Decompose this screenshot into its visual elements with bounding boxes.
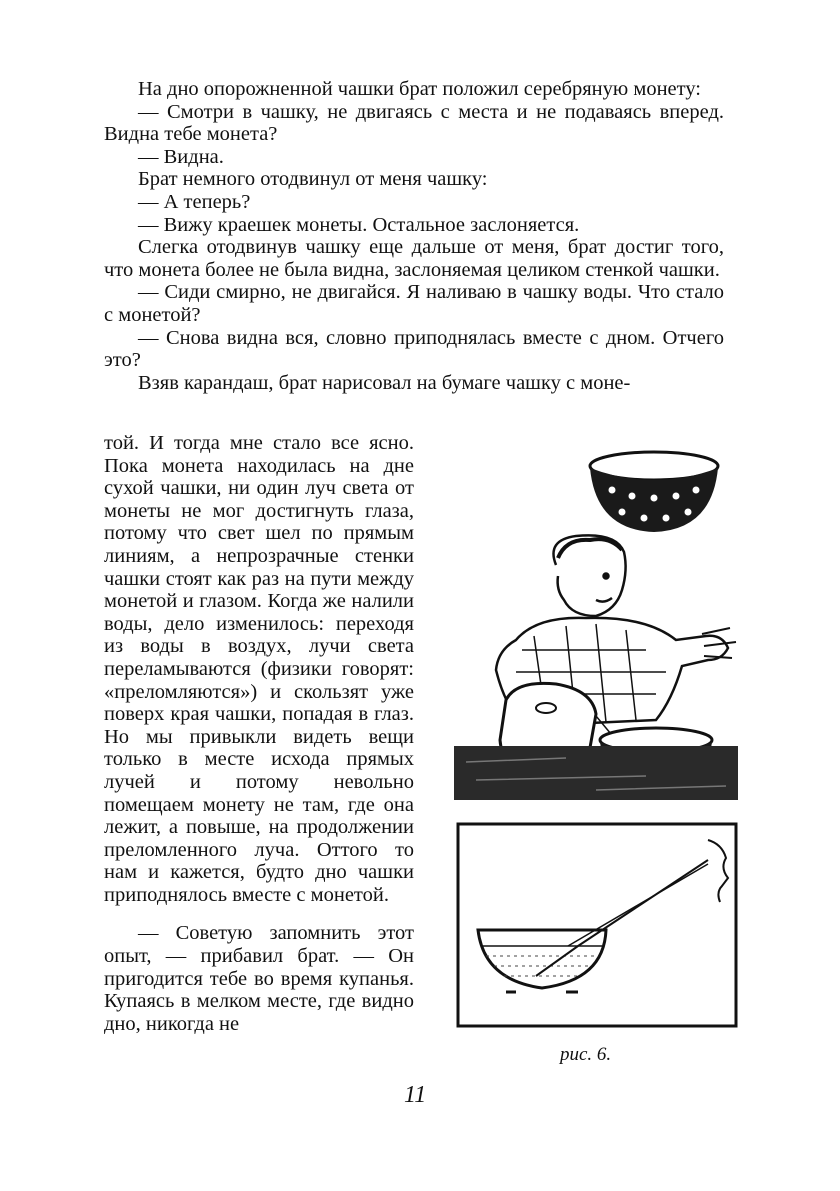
paragraph: — Смотри в чашку, не двигаясь с места и не подаваясь вперед. Видна тебе монета? <box>104 100 724 146</box>
text-block-full-width <box>104 78 724 394</box>
paragraph: — Советую запомнить этот опыт, — прибавил брат. — Он пригодится тебе во время купанья. Купаясь в мелком месте, где видно дно, никогда не <box>104 922 414 1035</box>
paragraph: Слегка отодвинув чашку еще дальше от меня, брат достиг того, что монета более не была видна, заслоняемая целиком стенкой чашки. <box>104 236 724 281</box>
paragraph: Брат немного отодвинул от меня чашку: <box>138 168 488 191</box>
paragraph: — А теперь? <box>138 190 251 213</box>
paragraph: — Видна. <box>138 145 224 168</box>
paragraph: — Сиди смирно, не двигайся. Я наливаю в чашку воды. Что стало с монетой? <box>104 281 724 326</box>
text-block-left-column <box>104 432 414 1035</box>
illustration-svg <box>446 440 738 1030</box>
table-icon <box>454 746 738 800</box>
refraction-diagram <box>458 824 736 1026</box>
paragraph: На дно опорожненной чашки брат положил серебряную монету: <box>138 78 701 100</box>
illustration-figure-6 <box>446 440 738 1030</box>
bowl-icon <box>590 452 718 532</box>
paragraph: — Вижу краешек монеты. Остальное заслоняется. <box>138 213 580 236</box>
figure-caption: рис. 6. <box>560 1044 612 1065</box>
paragraph: той. И тогда мне стало все ясно. Пока монета находилась на дне сухой чашки, ни один луч света от монеты не мог достигнуть глаза, потому что свет шел по прямым линиям, а непрозрачные стенки чашки стоят как раз на пути между монетой и глазом. Когда же налили воды, дело изменилось: переходя из воды в воздух, лучи света переламываются (физики говорят: «преломляются») и скользят уже поверх края чашки, попадая в глаз. Но мы привыкли видеть вещи только в месте исхода прямых лучей и потому невольно помещаем монету не там, где она лежит, а повыше, на продолжении преломленного луча. Оттого то нам и кажется, будто дно чашки приподнялось вместе с монетой. <box>104 432 414 906</box>
paragraph: Взяв карандаш, брат нарисовал на бумаге чашку с моне- <box>138 371 631 394</box>
page-number: 11 <box>404 1082 427 1108</box>
paragraph: — Снова видна вся, словно приподнялась вместе с дном. Отчего это? <box>104 326 724 372</box>
